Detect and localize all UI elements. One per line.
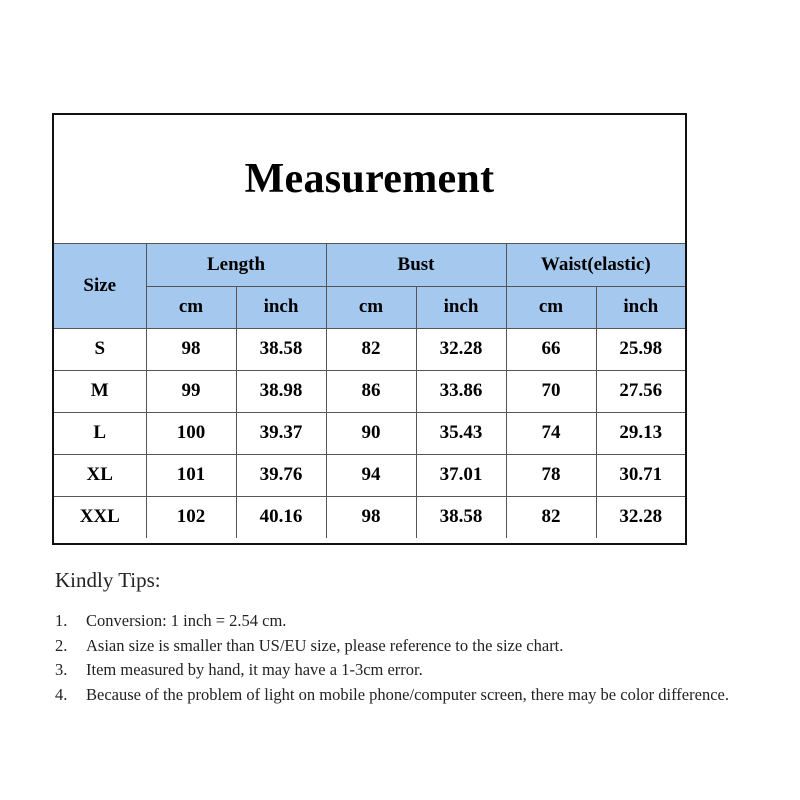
tip-item <box>55 609 785 634</box>
tip-item <box>55 683 785 708</box>
table-cell: 98 <box>326 496 416 538</box>
table-row <box>54 496 685 538</box>
table-cell: 32.28 <box>596 496 685 538</box>
table-body <box>54 328 685 538</box>
table-cell: 32.28 <box>416 328 506 370</box>
unit-header: inch <box>236 286 326 328</box>
size-label: S <box>54 328 146 370</box>
tip-item <box>55 658 785 683</box>
tip-text: Because of the problem of light on mobile phone/computer screen, there may be color difference. <box>86 684 729 704</box>
table-cell: 39.37 <box>236 412 326 454</box>
table-cell: 33.86 <box>416 370 506 412</box>
table-cell: 86 <box>326 370 416 412</box>
tips-list <box>55 609 785 707</box>
table-cell: 102 <box>146 496 236 538</box>
tip-text: Item measured by hand, it may have a 1-3cm error. <box>86 660 423 679</box>
table-cell: 30.71 <box>596 454 685 496</box>
tip-number: 2. <box>55 635 68 655</box>
unit-header: cm <box>506 286 596 328</box>
group-header-length: Length <box>146 244 326 286</box>
table-cell: 70 <box>506 370 596 412</box>
size-label: XXL <box>54 496 146 538</box>
tip-number: 4. <box>55 684 68 704</box>
size-label: XL <box>54 454 146 496</box>
tip-item <box>55 634 785 659</box>
table-cell: 37.01 <box>416 454 506 496</box>
table-row <box>54 370 685 412</box>
table-cell: 29.13 <box>596 412 685 454</box>
table-cell: 66 <box>506 328 596 370</box>
tip-number: 3. <box>55 660 68 679</box>
unit-header: cm <box>146 286 236 328</box>
table-row <box>54 328 685 370</box>
group-header-waist: Waist(elastic) <box>506 244 685 286</box>
size-column-header: Size <box>54 244 146 328</box>
table-cell: 38.58 <box>416 496 506 538</box>
table-row <box>54 412 685 454</box>
size-table <box>54 244 685 538</box>
table-row <box>54 454 685 496</box>
table-cell: 74 <box>506 412 596 454</box>
table-cell: 90 <box>326 412 416 454</box>
group-header-bust: Bust <box>326 244 506 286</box>
table-cell: 38.98 <box>236 370 326 412</box>
chart-title: Measurement <box>54 115 685 244</box>
unit-header: inch <box>416 286 506 328</box>
table-cell: 38.58 <box>236 328 326 370</box>
table-cell: 35.43 <box>416 412 506 454</box>
kindly-tips <box>55 568 785 707</box>
table-cell: 98 <box>146 328 236 370</box>
unit-header: inch <box>596 286 685 328</box>
table-cell: 82 <box>506 496 596 538</box>
table-cell: 40.16 <box>236 496 326 538</box>
table-cell: 99 <box>146 370 236 412</box>
table-cell: 78 <box>506 454 596 496</box>
table-cell: 100 <box>146 412 236 454</box>
unit-header: cm <box>326 286 416 328</box>
tip-text: Conversion: 1 inch = 2.54 cm. <box>86 611 287 630</box>
table-cell: 82 <box>326 328 416 370</box>
tip-text: Asian size is smaller than US/EU size, please reference to the size chart. <box>86 635 564 655</box>
size-label: L <box>54 412 146 454</box>
table-cell: 39.76 <box>236 454 326 496</box>
table-cell: 25.98 <box>596 328 685 370</box>
measurement-chart <box>52 113 687 545</box>
tips-title: Kindly Tips: <box>55 568 161 592</box>
table-cell: 27.56 <box>596 370 685 412</box>
table-cell: 94 <box>326 454 416 496</box>
table-cell: 101 <box>146 454 236 496</box>
size-label: M <box>54 370 146 412</box>
tip-number: 1. <box>55 611 68 630</box>
